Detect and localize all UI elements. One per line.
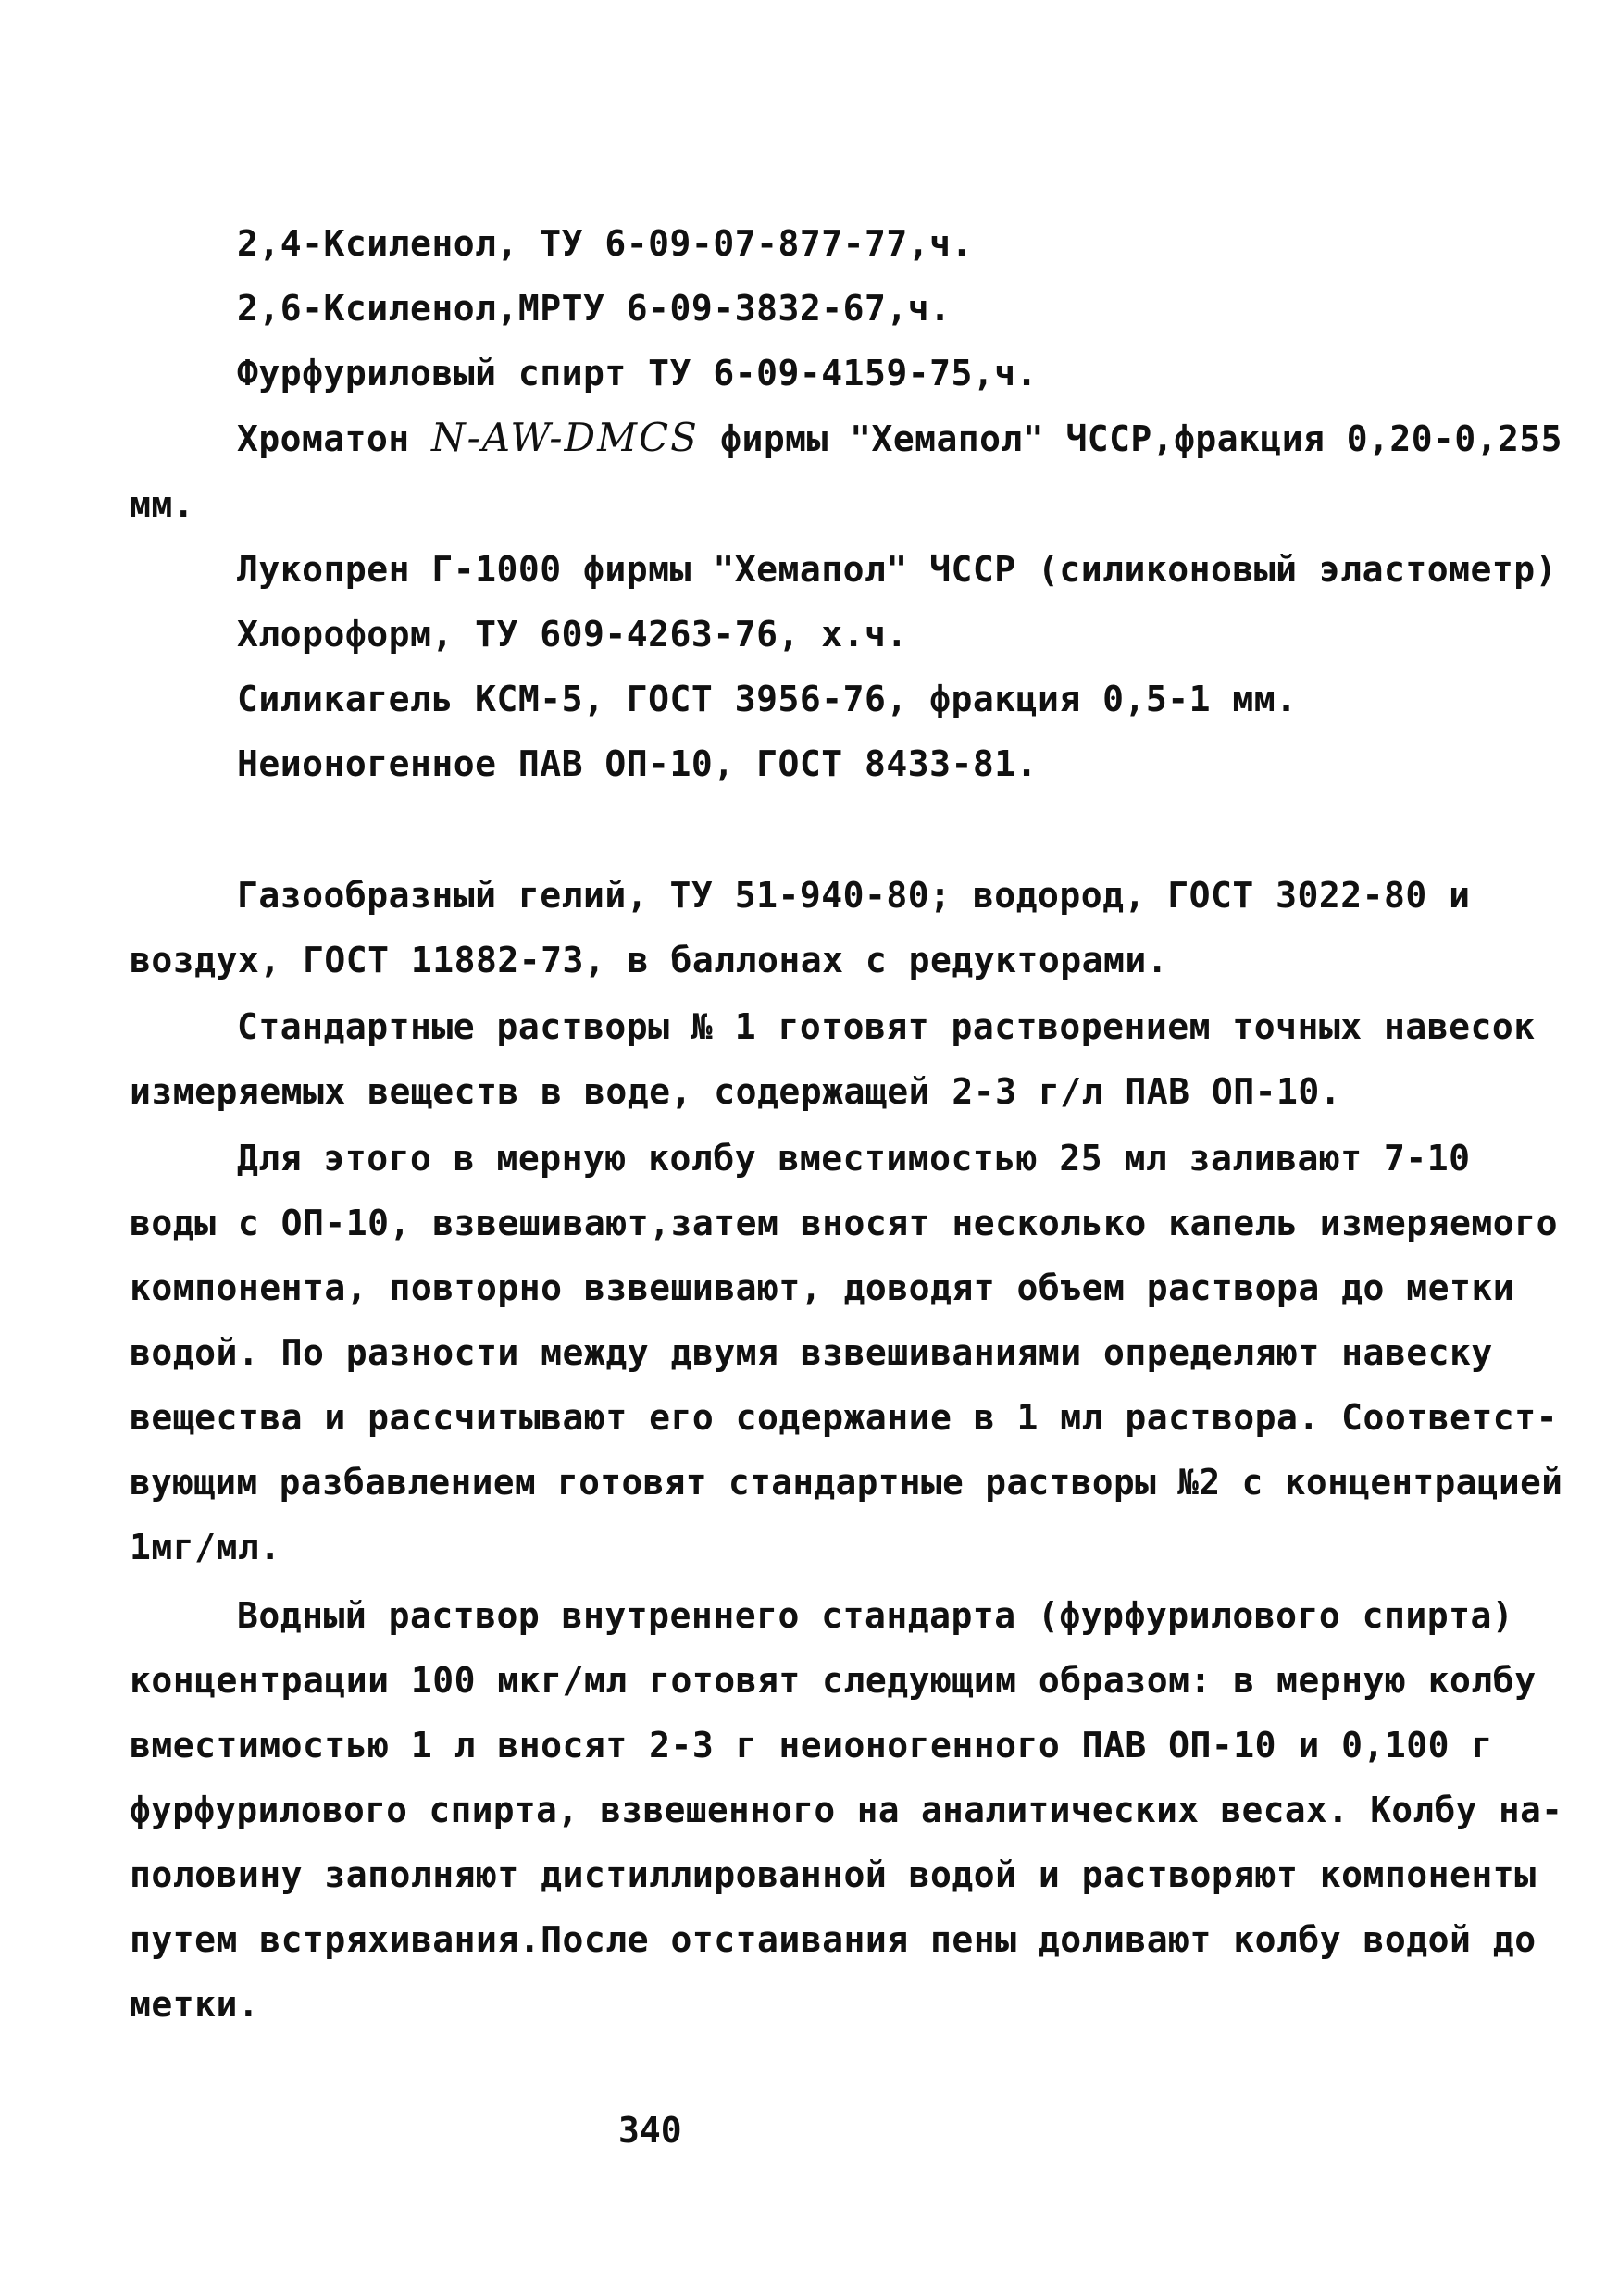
chromaton-prefix: Хроматон (237, 418, 410, 459)
paragraph-line: Водный раствор внутреннего стандарта (фурфурилового спирта) (237, 1595, 1514, 1636)
paragraph-line: половину заполняют дистиллированной водой и растворяют компоненты (130, 1854, 1537, 1895)
chromaton-line (237, 417, 1562, 460)
paragraph-line: Для этого в мерную колбу вместимостью 25 мл заливают 7-10 (237, 1138, 1471, 1179)
reagent-line: Хлороформ, ТУ 609-4263-76, х.ч. (237, 614, 908, 655)
paragraph-line: Стандартные растворы № 1 готовят растворением точных навесок (237, 1006, 1536, 1047)
paragraph-line: компонента, повторно взвешивают, доводят объем раствора до метки (130, 1267, 1515, 1308)
chromaton-unit: мм. (130, 484, 195, 525)
paragraph-line: 1мг/мл. (130, 1527, 281, 1567)
paragraph-line: измеряемых веществ в воде, содержащей 2-3 г/л ПАВ ОП-10. (130, 1071, 1342, 1112)
paragraph-line: водой. По разности между двумя взвешиваниями определяют навеску (130, 1332, 1493, 1373)
chromaton-handwritten-grade: N-AW-DMCS (430, 415, 699, 460)
paragraph-line: воздух, ГОСТ 11882-73, в баллонах с редукторами. (130, 940, 1169, 980)
paragraph-line: концентрации 100 мкг/мл готовят следующим образом: в мерную колбу (130, 1660, 1537, 1701)
reagent-line: Неионогенное ПАВ ОП-10, ГОСТ 8433-81. (237, 743, 1038, 784)
reagent-line: 2,4-Ксиленол, ТУ 6-09-07-877-77,ч. (237, 223, 973, 264)
paragraph-line: Газообразный гелий, ТУ 51-940-80; водород, ГОСТ 3022-80 и (237, 875, 1471, 916)
reagent-line: Фурфуриловый спирт ТУ 6-09-4159-75,ч. (237, 353, 1038, 393)
page-number: 340 (618, 2110, 682, 2151)
reagent-line: Силикагель КСМ-5, ГОСТ 3956-76, фракция 0,5-1 мм. (237, 679, 1298, 719)
paragraph-line: вещества и рассчитывают его содержание в 1 мл раствора. Соответст- (130, 1397, 1558, 1438)
paragraph-line: фурфурилового спирта, взвешенного на аналитических весах. Колбу на- (130, 1790, 1563, 1830)
chromaton-suffix: фирмы "Хемапол" ЧССР,фракция 0,20-0,255 (720, 418, 1563, 459)
reagent-line: Лукопрен Г-1000 фирмы "Хемапол" ЧССР (силиконовый эластометр) (237, 549, 1558, 590)
paragraph-line: метки. (130, 1984, 260, 2025)
paragraph-line: вующим разбавлением готовят стандартные растворы №2 с концентрацией (130, 1462, 1563, 1503)
paragraph-line: вместимостью 1 л вносят 2-3 г неионогенного ПАВ ОП-10 и 0,100 г (130, 1725, 1493, 1766)
reagent-line: 2,6-Ксиленол,МРТУ 6-09-3832-67,ч. (237, 288, 952, 329)
paragraph-line: воды с ОП-10, взвешивают,затем вносят несколько капель измеряемого (130, 1203, 1558, 1243)
paragraph-line: путем встряхивания.После отстаивания пены доливают колбу водой до (130, 1919, 1537, 1960)
